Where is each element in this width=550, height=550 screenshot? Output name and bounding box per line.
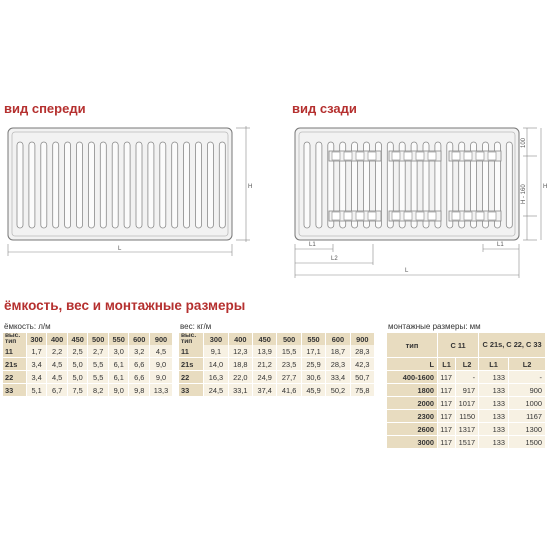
mount-length: 1800 (387, 384, 438, 397)
mount-cell: 117 (438, 410, 456, 423)
mount-cell: 117 (438, 371, 456, 384)
back-dim-l1-right: L1 (497, 242, 504, 248)
capacity-cell: 2,2 (47, 345, 68, 358)
bracket-clip (332, 212, 340, 220)
mount-cell: 900 (509, 384, 546, 397)
radiator-fin (112, 142, 118, 228)
weight-height: 300 (204, 333, 228, 345)
capacity-type: 21s (3, 358, 26, 371)
mount-cell: 133 (479, 371, 509, 384)
weight-cell: 30,6 (301, 371, 325, 384)
radiator-fin (136, 142, 142, 228)
weight-type: 22 (179, 371, 204, 384)
mount-l-label: L (387, 358, 438, 371)
bracket-clip (464, 212, 472, 220)
weight-cell: 15,5 (277, 345, 301, 358)
radiator-fin (124, 142, 130, 228)
mount-sub-header: L1 (479, 358, 509, 371)
weight-height: 500 (277, 333, 301, 345)
mount-length: 3000 (387, 436, 438, 449)
bracket-clip (356, 212, 364, 220)
radiator-fin (304, 142, 310, 228)
bracket-clip (368, 212, 376, 220)
capacity-type: 33 (3, 384, 26, 397)
capacity-cell: 1,7 (26, 345, 47, 358)
weight-type: 11 (179, 345, 204, 358)
capacity-height: 600 (129, 333, 150, 345)
weight-cell: 45,9 (301, 384, 325, 397)
back-dim-100: 100 (521, 137, 527, 148)
front-dim-l: L (118, 246, 122, 252)
weight-cell: 9,1 (204, 345, 228, 358)
weight-cell: 24,9 (253, 371, 277, 384)
mount-cell: 1167 (509, 410, 546, 423)
capacity-cell: 3,4 (26, 358, 47, 371)
weight-cell: 21,2 (253, 358, 277, 371)
capacity-cell: 9,0 (150, 358, 173, 371)
weight-height: 400 (228, 333, 252, 345)
radiator-fin (100, 142, 106, 228)
bracket-clip (356, 152, 364, 160)
weight-cell: 22,0 (228, 371, 252, 384)
mount-cell: 133 (479, 423, 509, 436)
capacity-height: 900 (150, 333, 173, 345)
back-view-heading: вид сзади (292, 101, 357, 116)
weight-cell: 24,5 (204, 384, 228, 397)
weight-cell: 33,4 (326, 371, 350, 384)
mount-cell: 117 (438, 397, 456, 410)
capacity-cell: 3,4 (26, 371, 47, 384)
capacity-cell: 5,5 (88, 371, 109, 384)
radiator-fin (160, 142, 166, 228)
capacity-cell: 5,1 (26, 384, 47, 397)
capacity-cell: 9,0 (108, 384, 129, 397)
weight-cell: 25,9 (301, 358, 325, 371)
weight-cell: 42,3 (350, 358, 374, 371)
weight-cell: 50,7 (350, 371, 374, 384)
radiator-fin (316, 142, 322, 228)
mount-caption: монтажные размеры: мм (388, 322, 481, 331)
capacity-table (3, 333, 173, 397)
back-dim-l: L (405, 268, 409, 274)
bracket-clip (488, 152, 496, 160)
weight-cell: 12,3 (228, 345, 252, 358)
weight-cell: 18,7 (326, 345, 350, 358)
bracket-clip (452, 212, 460, 220)
mount-cell: 1017 (456, 397, 479, 410)
weight-type: 21s (179, 358, 204, 371)
radiator-fin (88, 142, 94, 228)
section-heading: ёмкость, вес и монтажные размеры (4, 298, 246, 313)
capacity-cell: 4,5 (150, 345, 173, 358)
mount-cell: 117 (438, 436, 456, 449)
back-view-drawing (285, 118, 550, 278)
radiator-fin (65, 142, 71, 228)
front-view-drawing (0, 118, 270, 258)
capacity-cell: 5,0 (67, 371, 88, 384)
back-dim-l2: L2 (331, 256, 338, 262)
radiator-fin (196, 142, 202, 228)
mount-cell: 133 (479, 384, 509, 397)
weight-table (179, 333, 375, 397)
mount-length: 400-1600 (387, 371, 438, 384)
radiator-fin (41, 142, 47, 228)
capacity-cell: 6,1 (108, 371, 129, 384)
bracket-clip (452, 152, 460, 160)
radiator-fin (148, 142, 154, 228)
weight-cell: 17,1 (301, 345, 325, 358)
back-dim-h-minus: H - 160 (521, 184, 527, 204)
mount-cell: 1317 (456, 423, 479, 436)
capacity-caption: ёмкость: л/м (4, 322, 51, 331)
capacity-height: 400 (47, 333, 68, 345)
weight-height: 450 (253, 333, 277, 345)
bracket-clip (344, 212, 352, 220)
weight-cell: 16,3 (204, 371, 228, 384)
front-dim-h: H (248, 184, 253, 190)
weight-type: 33 (179, 384, 204, 397)
weight-height: 900 (350, 333, 374, 345)
capacity-type: 11 (3, 345, 26, 358)
capacity-cell: 2,7 (88, 345, 109, 358)
mount-cell: 1150 (456, 410, 479, 423)
capacity-cell: 5,0 (67, 358, 88, 371)
capacity-cell: 9,8 (129, 384, 150, 397)
weight-cell: 23,5 (277, 358, 301, 371)
mount-sub-header: L2 (509, 358, 546, 371)
weight-height: 550 (301, 333, 325, 345)
bracket-clip (488, 212, 496, 220)
radiator-fin (29, 142, 35, 228)
capacity-cell: 13,3 (150, 384, 173, 397)
capacity-cell: 8,2 (88, 384, 109, 397)
weight-cell: 27,7 (277, 371, 301, 384)
capacity-cell: 6,7 (47, 384, 68, 397)
bracket-clip (476, 212, 484, 220)
capacity-cell: 2,5 (67, 345, 88, 358)
weight-height: 600 (326, 333, 350, 345)
bracket-clip (344, 152, 352, 160)
capacity-cell: 6,6 (129, 358, 150, 371)
weight-cell: 13,9 (253, 345, 277, 358)
back-dim-h: H (543, 184, 548, 190)
mount-cell: 1000 (509, 397, 546, 410)
bracket-clip (476, 152, 484, 160)
mount-cell: 1517 (456, 436, 479, 449)
mount-type-label: тип (387, 333, 438, 358)
weight-cell: 50,2 (326, 384, 350, 397)
bracket-clip (416, 152, 424, 160)
bracket-clip (428, 212, 436, 220)
capacity-cell: 5,5 (88, 358, 109, 371)
radiator-fin (77, 142, 83, 228)
bracket-clip (404, 152, 412, 160)
mount-table (387, 333, 546, 449)
weight-cell: 33,1 (228, 384, 252, 397)
weight-cell: 41,6 (277, 384, 301, 397)
bracket-clip (392, 212, 400, 220)
mount-cell: 917 (456, 384, 479, 397)
weight-cell: 28,3 (326, 358, 350, 371)
weight-cell: 28,3 (350, 345, 374, 358)
mount-cell: 1300 (509, 423, 546, 436)
radiator-fin (184, 142, 190, 228)
mount-cell: 117 (438, 384, 456, 397)
bracket-clip (464, 152, 472, 160)
radiator-fin (207, 142, 213, 228)
mount-group-c11: C 11 (438, 333, 479, 358)
weight-cell: 37,4 (253, 384, 277, 397)
mount-length: 2600 (387, 423, 438, 436)
capacity-cell: 4,5 (47, 358, 68, 371)
capacity-height: 500 (88, 333, 109, 345)
weight-cell: 18,8 (228, 358, 252, 371)
mount-length: 2000 (387, 397, 438, 410)
radiator-fin (219, 142, 225, 228)
mount-sub-header: L2 (456, 358, 479, 371)
radiator-fin (172, 142, 178, 228)
bracket-clip (332, 152, 340, 160)
capacity-cell: 7,5 (67, 384, 88, 397)
capacity-cell: 4,5 (47, 371, 68, 384)
capacity-cell: 6,6 (129, 371, 150, 384)
mount-cell: - (456, 371, 479, 384)
weight-caption: вес: кг/м (180, 322, 212, 331)
mount-cell: 133 (479, 436, 509, 449)
mount-cell: 117 (438, 423, 456, 436)
capacity-cell: 6,1 (108, 358, 129, 371)
mount-cell: - (509, 371, 546, 384)
bracket-clip (428, 152, 436, 160)
bracket-clip (392, 152, 400, 160)
capacity-cell: 9,0 (150, 371, 173, 384)
capacity-type: 22 (3, 371, 26, 384)
mount-cell: 1500 (509, 436, 546, 449)
bracket-clip (368, 152, 376, 160)
capacity-corner: выс. тип (3, 333, 26, 345)
mount-sub-header: L1 (438, 358, 456, 371)
capacity-cell: 3,0 (108, 345, 129, 358)
mount-cell: 133 (479, 410, 509, 423)
capacity-height: 550 (108, 333, 129, 345)
mount-length: 2300 (387, 410, 438, 423)
capacity-height: 450 (67, 333, 88, 345)
capacity-height: 300 (26, 333, 47, 345)
weight-cell: 75,8 (350, 384, 374, 397)
front-view-heading: вид спереди (4, 101, 86, 116)
mount-cell: 133 (479, 397, 509, 410)
back-dim-l1-left: L1 (309, 242, 316, 248)
radiator-fin (17, 142, 23, 228)
capacity-cell: 3,2 (129, 345, 150, 358)
radiator-fin (506, 142, 512, 228)
radiator-fin (53, 142, 59, 228)
weight-cell: 14,0 (204, 358, 228, 371)
bracket-clip (416, 212, 424, 220)
bracket-clip (404, 212, 412, 220)
mount-group-c21: C 21s, C 22, C 33 (479, 333, 546, 358)
weight-corner: выс. тип (179, 333, 204, 345)
